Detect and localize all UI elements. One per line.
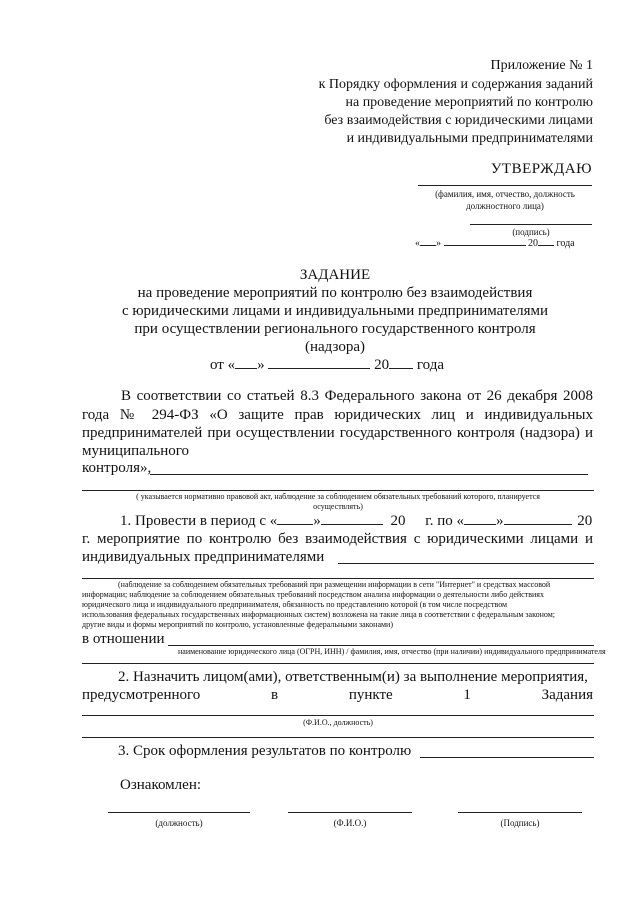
task-heading: ЗАДАНИЕ [299,267,371,283]
law-field-line-2[interactable] [82,490,594,491]
start-month-field[interactable] [321,524,383,525]
task-title-line: на проведение мероприятий по контролю без взаимодействия [137,285,533,301]
event-type-field-line[interactable] [338,563,594,564]
law-caption: ( указывается нормативно правовой акт, наблюдение за соблюдением обязательных требований которого, планируется [136,492,540,501]
signature-caption: (Подпись) [500,818,540,828]
appendix-line: без взаимодействия с юридическими лицами [324,113,593,128]
relation-caption: наименование юридического лица (ОГРН, ИНН) / фамилия, имя, отчество (при наличии) индивидуального предпринимателя [178,647,606,656]
task-year-field[interactable] [389,368,413,369]
appendix-line: и индивидуальными предпринимателями [346,131,593,146]
law-caption: осуществлять) [313,502,363,511]
approval-heading: УТВЕРЖДАЮ [490,161,592,177]
law-field-line[interactable] [150,474,588,475]
approval-date: « » 20 года [415,238,575,249]
task-title-line: при осуществлении регионального государственного контроля [134,321,536,337]
task-day-field[interactable] [235,368,257,369]
approver-name-line[interactable] [418,185,592,186]
item2-line: предусмотренного в пункте 1 Задания [82,687,593,703]
preamble-line: контроля», [82,460,152,476]
appendix-title: Приложение № 1 [490,58,593,73]
fio-field-line[interactable] [288,812,412,813]
approval-year-field[interactable] [538,245,554,246]
approver-name-caption: (фамилия, имя, отчество, должность [435,189,575,199]
task-month-field[interactable] [268,368,370,369]
acquainted-label: Ознакомлен: [120,777,202,793]
signature-field-line[interactable] [458,812,582,813]
relation-field-line[interactable] [168,645,594,646]
end-day-field[interactable] [464,524,496,525]
event-type-caption: (наблюдение за соблюдением обязательных требований при размещении информации в сети "Интернет" и средствах массовой [118,580,551,589]
deadline-field-line[interactable] [420,757,594,758]
approver-name-caption: должностного лица) [466,201,544,211]
preamble-line: предпринимателей при осуществлении государственного контроля (надзора) и [82,425,593,441]
appendix-line: на проведение мероприятий по контролю [345,95,593,110]
responsible-caption: (Ф.И.О., должность) [303,718,373,727]
preamble-line: В соответствии со статьей 8.3 Федерального закона от 26 декабря 2008 [121,388,593,404]
end-month-field[interactable] [504,524,572,525]
approval-day-field[interactable] [420,245,436,246]
responsible-field-line-2[interactable] [82,737,594,738]
item1-line: г. мероприятие по контролю без взаимодействия с юридическими лицами и [82,531,593,547]
start-day-field[interactable] [277,524,313,525]
approver-signature-line[interactable] [470,224,592,225]
appendix-line: к Порядку оформления и содержания заданий [318,77,593,92]
task-title-line: с юридическими лицами и индивидуальными предпринимателями [121,303,549,319]
preamble-line: года № 294-ФЗ «О защите прав юридических лиц и индивидуальных [82,407,593,423]
task-date: от « » 20 года [210,357,444,373]
event-type-caption: использования федеральных государственных информационных систем) возложена на такие лица в соответствии с федеральным законом; [82,610,555,619]
event-type-caption: юридического лица и индивидуального предпринимателя, обязанность по представлению которой (в том числе посредством [82,600,508,609]
item1-period: 1. Провести в период с « » 20 г. по « » 20 [120,513,593,529]
relation-field-line-2[interactable] [82,663,594,664]
preamble-line: муниципального [82,443,190,459]
event-type-field-line-2[interactable] [82,578,594,579]
event-type-caption: другие виды и формы мероприятий по контролю, установленные федеральными законами) [82,620,393,629]
position-caption: (должность) [155,818,203,828]
item2-line: 2. Назначить лицом(ами), ответственным(и) за выполнение мероприятия, [118,669,588,685]
approver-signature-caption: (подпись) [512,227,550,237]
fio-caption: (Ф.И.О.) [333,818,367,828]
task-title-line: (надзора) [305,339,365,355]
responsible-field-line[interactable] [82,715,594,716]
relation-label: в отношении [82,631,165,647]
item1-line: индивидуальных предпринимателями [82,549,325,565]
item3-line: 3. Срок оформления результатов по контролю [118,743,412,759]
position-field-line[interactable] [108,812,250,813]
approval-month-field[interactable] [444,245,526,246]
event-type-caption: информации; наблюдение за соблюдением обязательных требований посредством анализа информации о деятельности либо действиях [82,590,544,599]
